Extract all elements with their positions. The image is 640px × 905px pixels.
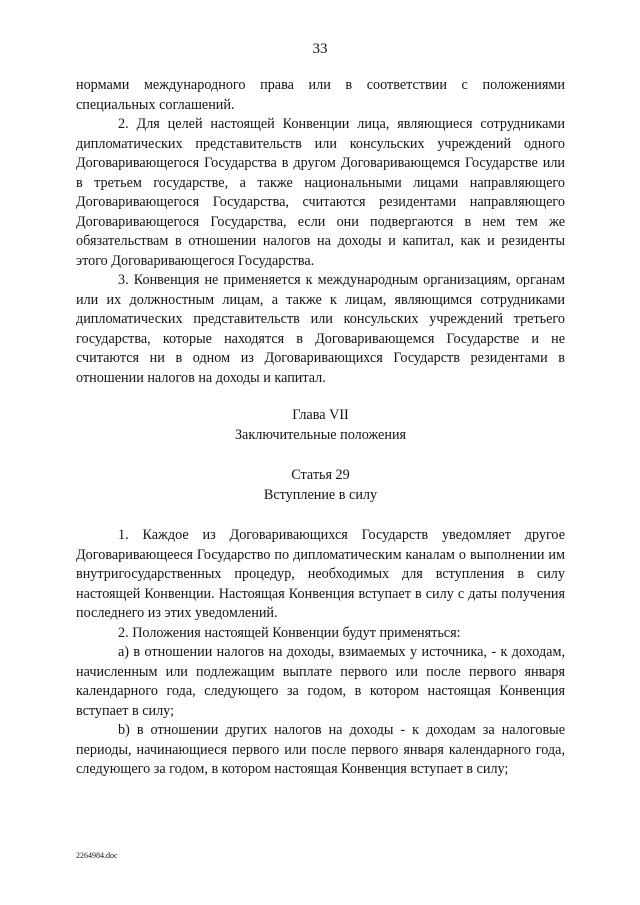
footer-filename: 2264984.doc [76,851,118,860]
paragraph-continuation: нормами международного права или в соответствии с положениями специальных соглашений. [76,77,565,113]
chapter-number: Глава VII [292,407,349,423]
article-title: Вступление в силу [263,486,378,503]
page-number: 33 [312,41,328,57]
paragraph-item-2: 2. Для целей настоящей Конвенции лица, являющиеся сотрудниками дипломатических представительств или консульских учреждений одного Договаривающегося Государства в другом Договаривающемся Государстве или в третьем государстве, а также национальными лицами направляющего Договаривающегося Государства, считаются резидентами направляющего Договаривающегося Государства, если они подвергаются в нем тем же обязательствам в отношении налогов на доходы и капитал, как и резиденты этого Договаривающегося Государства. [76,116,565,269]
article-paragraph-2: 2. Положения настоящей Конвенции будут применяться: [118,624,461,641]
article-subparagraph-a: a) в отношении налогов на доходы, взимаемых у источника, - к доходам, начисленным или подлежащим выплате первого или после первого января календарного года, следующего за годом, в котором настоящая Конвенция вступает в силу; [76,644,565,719]
article-number: Статья 29 [291,467,350,483]
document-body [76,76,565,780]
chapter-title: Заключительные положения [234,426,407,443]
article-paragraph-1: 1. Каждое из Договаривающихся Государств уведомляет другое Договаривающееся Государство по дипломатическим каналам о выполнении им внутригосударственных процедур, необходимых для вступления в силу настоящей Конвенции. Настоящая Конвенция вступает в силу с даты получения последнего из этих уведомлений. [76,527,565,621]
paragraph-item-3: 3. Конвенция не применяется к международным организациям, органам или их должностным лицам, а также к лицам, являющимся сотрудниками дипломатических представительств или консульских учреждений третьего государства, которые находятся в Договаривающемся Государстве и не считаются ни в одном из Договаривающихся Государств резидентами в отношении налогов на доходы и капитал. [76,272,565,386]
article-subparagraph-b: b) в отношении других налогов на доходы - к доходам за налоговые периоды, начинающиеся первого или после первого января календарного года, следующего за годом, в котором настоящая Конвенция вступает в силу; [76,722,565,777]
